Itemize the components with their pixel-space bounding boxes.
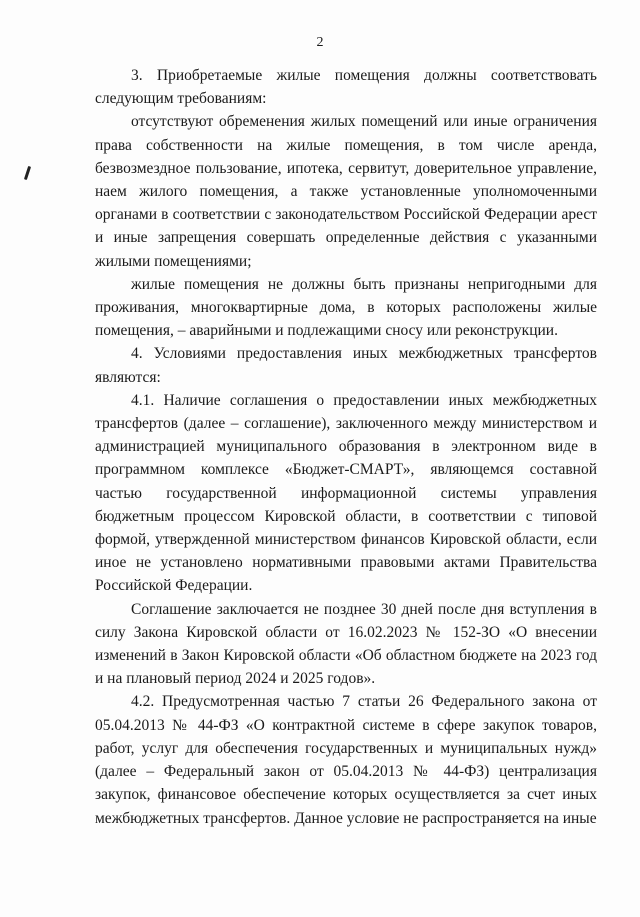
paragraph-4-2-centralization: 4.2. Предусмотренная частью 7 статьи 26 Федерального закона от 05.04.2013 № 44-ФЗ «О контрактной системе в сфере закупок товаров, работ, услуг для обеспечения государственных и муниципальных нужд» (далее – Федеральный закон от 05.04.2013 № 44-ФЗ) централизация закупок, финансовое обеспечение которых осуществляется за счет иных межбюджетных трансфертов. Данное условие не распространяется на иные [95,693,597,827]
paragraph-3-requirements: 3. Приобретаемые жилые помещения должны соответствовать следующим требованиям: [95,67,597,108]
paragraph-4-1-agreement: 4.1. Наличие соглашения о предоставлении иных межбюджетных трансфертов (далее – соглашение), заключенного между министерством и администрацией муниципального образования в электронном виде в программном комплексе «Бюджет-СМАРТ», являющемся составной частью государственной информационной системы управления бюджетным процессом Кировской области, в соответствии с типовой формой, утвержденной министерством финансов Кировской области, если иное не установлено нормативными правовыми актами Правительства Российской Федерации. [95,391,597,595]
paragraph-no-encumbrances: отсутствуют обременения жилых помещений или иные ограничения права собственности на жилые помещения, в том числе аренда, безвозмездное пользование, ипотека, сервитут, доверительное управление, наем жилого помещения, а также установленные уполномоченными органами в соответствии с законодательством Российской Федерации арест и иные запрещения совершать определенные действия с указанными жилыми помещениями; [95,113,597,270]
margin-pen-mark [24,166,31,180]
paragraph-agreement-deadline: Соглашение заключается не позднее 30 дней после дня вступления в силу Закона Кировской области от 16.02.2023 № 152-ЗО «О внесении изменений в Закон Кировской области «Об областном бюджете на 2023 год и на плановый период 2024 и 2025 годов». [95,600,597,688]
page-number: 2 [316,35,324,50]
paragraph-4-conditions: 4. Условиями предоставления иных межбюджетных трансфертов являются: [95,345,597,386]
document-body [95,64,597,830]
paragraph-not-unfit: жилые помещения не должны быть признаны непригодными для проживания, многоквартирные дома, в которых расположены жилые помещения, – аварийными и подлежащими сносу или реконструкции. [95,275,597,340]
